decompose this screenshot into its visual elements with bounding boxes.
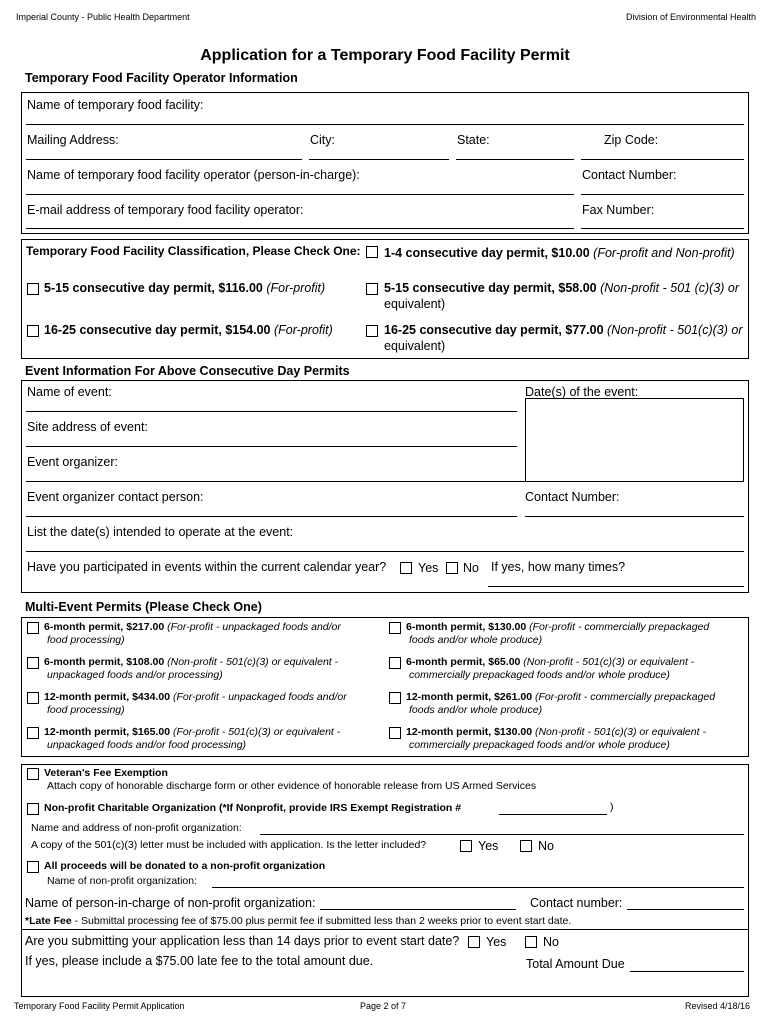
footer-form-name: Temporary Food Facility Permit Application [14, 1001, 185, 1011]
late-fee-note [25, 915, 571, 927]
option-6mo-130 [406, 621, 709, 633]
nonprofit-label: Non-profit Charitable Organization (*If Nonprofit, provide IRS Exempt Registration # [44, 802, 462, 814]
total-due-field[interactable] [630, 971, 744, 972]
option-6mo-65-label: 6-month permit, $65.00 [406, 656, 521, 668]
site-address-label: Site address of event: [27, 420, 148, 434]
facility-name-field[interactable] [26, 124, 744, 125]
checkbox-16-25-nonprofit[interactable] [366, 325, 378, 337]
mailing-address-label: Mailing Address: [27, 133, 119, 147]
event-contact-number-label: Contact Number: [525, 490, 620, 504]
option-6mo-217 [44, 621, 341, 633]
late-include-note: If yes, please include a $75.00 late fee to the total amount due. [25, 954, 374, 968]
option-16-25-forprofit [44, 323, 333, 337]
donated-label: All proceeds will be donated to a non-profit organization [44, 860, 326, 872]
person-in-charge-label: Name of person-in-charge of non-profit organization: [25, 896, 316, 910]
option-5-15-forprofit-label: 5-15 consecutive day permit, $116.00 [44, 281, 263, 295]
fax-label: Fax Number: [582, 203, 655, 217]
mailing-address-field[interactable] [26, 159, 302, 160]
late-question: Are you submitting your application less than 14 days prior to event start date? [25, 934, 460, 948]
option-6mo-217-label: 6-month permit, $217.00 [44, 621, 165, 633]
footer-revised: Revised 4/18/16 [684, 1001, 750, 1011]
facility-name-label: Name of temporary food facility: [27, 98, 204, 112]
checkbox-12mo-130[interactable] [389, 727, 401, 739]
checkbox-16-25-forprofit[interactable] [27, 325, 39, 337]
np-name-address-field[interactable] [260, 834, 744, 835]
option-5-15-nonprofit [384, 281, 739, 295]
late-fee-text: - Submittal processing fee of $75.00 plus permit fee if submitted less than 2 weeks prior to event start date. [71, 915, 572, 927]
letter-question: A copy of the 501(c)(3) letter must be included with application. Is the letter included? [31, 839, 427, 851]
option-6mo-65-cont: commercially prepackaged foods and/or whole produce) [409, 669, 670, 681]
classification-heading: Temporary Food Facility Classification, Please Check One: [26, 244, 361, 258]
checkbox-5-15-nonprofit[interactable] [366, 283, 378, 295]
participated-no-label: No [463, 561, 479, 575]
option-1-4-day-note: (For-profit and Non-profit) [593, 246, 735, 260]
option-12mo-165-note: (For-profit - 501(c)(3) or equivalent - [172, 726, 341, 738]
how-many-field[interactable] [488, 586, 744, 587]
participated-no-checkbox[interactable] [446, 562, 458, 574]
fax-field[interactable] [581, 228, 744, 229]
organizer-field[interactable] [26, 481, 744, 482]
event-section-heading: Event Information For Above Consecutive Day Permits [25, 364, 350, 378]
organizer-contact-label: Event organizer contact person: [27, 490, 204, 504]
letter-yes-label: Yes [478, 839, 499, 853]
option-5-15-forprofit-note: (For-profit) [266, 281, 326, 295]
option-16-25-nonprofit [384, 323, 743, 337]
letter-no-checkbox[interactable] [520, 840, 532, 852]
operator-name-label: Name of temporary food facility operator (person-in-charge): [27, 168, 360, 182]
option-12mo-130-label: 12-month permit, $130.00 [406, 726, 533, 738]
option-16-25-nonprofit-cont: equivalent) [384, 339, 446, 353]
letter-yes-checkbox[interactable] [460, 840, 472, 852]
checkbox-12mo-434[interactable] [27, 692, 39, 704]
option-6mo-65-note: (Non-profit - 501(c)(3) or equivalent - [523, 656, 695, 668]
checkbox-12mo-165[interactable] [27, 727, 39, 739]
option-12mo-261-label: 12-month permit, $261.00 [406, 691, 533, 703]
option-5-15-nonprofit-note: (Non-profit - 501 (c)(3) or [600, 281, 740, 295]
option-12mo-130-cont: commercially prepackaged foods and/or whole produce) [409, 739, 670, 751]
zip-label: Zip Code: [604, 133, 659, 147]
option-6mo-108-note: (Non-profit - 501(c)(3) or equivalent - [167, 656, 339, 668]
participated-yes-checkbox[interactable] [400, 562, 412, 574]
veteran-note: Attach copy of honorable discharge form or other evidence of honorable release from US Armed Services [47, 780, 537, 792]
zip-field[interactable] [581, 159, 744, 160]
np-contact-label: Contact number: [530, 896, 623, 910]
option-12mo-165-cont: unpackaged foods and/or food processing) [47, 739, 247, 751]
np-name-field[interactable] [212, 887, 744, 888]
option-12mo-130 [406, 726, 706, 738]
option-6mo-130-cont: foods and/or whole produce) [409, 634, 543, 646]
option-6mo-217-cont: food processing) [47, 634, 125, 646]
veteran-label: Veteran's Fee Exemption [44, 767, 168, 779]
option-5-15-forprofit [44, 281, 325, 295]
option-1-4-day [384, 246, 735, 260]
nonprofit-close-paren: ) [610, 801, 614, 813]
option-12mo-434-note: (For-profit - unpackaged foods and/or [172, 691, 347, 703]
total-due-label: Total Amount Due [526, 957, 625, 971]
irs-registration-field[interactable] [499, 814, 607, 815]
event-name-label: Name of event: [27, 385, 112, 399]
checkbox-6mo-130[interactable] [389, 622, 401, 634]
option-12mo-434 [44, 691, 347, 703]
site-address-field[interactable] [26, 446, 517, 447]
multi-event-heading: Multi-Event Permits (Please Check One) [25, 600, 262, 614]
option-12mo-130-note: (Non-profit - 501(c)(3) or equivalent - [534, 726, 706, 738]
header-division: Division of Environmental Health [625, 12, 756, 22]
operator-contact-label: Contact Number: [582, 168, 677, 182]
checkbox-12mo-261[interactable] [389, 692, 401, 704]
event-dates-field[interactable] [525, 398, 744, 482]
option-6mo-130-label: 6-month permit, $130.00 [406, 621, 527, 633]
checkbox-6mo-108[interactable] [27, 657, 39, 669]
participated-question: Have you participated in events within the current calendar year? [27, 560, 387, 574]
np-contact-field[interactable] [627, 909, 744, 910]
footer-page-number: Page 2 of 7 [360, 1001, 407, 1011]
option-5-15-nonprofit-label: 5-15 consecutive day permit, $58.00 [384, 281, 597, 295]
option-12mo-261 [406, 691, 715, 703]
late-no-label: No [543, 935, 559, 949]
option-12mo-165 [44, 726, 340, 738]
checkbox-1-4-day[interactable] [366, 246, 378, 258]
checkbox-6mo-65[interactable] [389, 657, 401, 669]
option-12mo-434-label: 12-month permit, $434.00 [44, 691, 171, 703]
person-in-charge-field[interactable] [320, 909, 516, 910]
operator-contact-field[interactable] [581, 194, 744, 195]
nonprofit-checkbox[interactable] [27, 803, 39, 815]
np-name-address-label: Name and address of non-profit organization: [31, 822, 242, 834]
organizer-contact-field[interactable] [26, 516, 517, 517]
option-6mo-130-note: (For-profit - commercially prepackaged [529, 621, 710, 633]
late-yes-checkbox[interactable] [468, 936, 480, 948]
how-many-label: If yes, how many times? [491, 560, 626, 574]
late-fee-label: *Late Fee [25, 915, 72, 927]
option-16-25-forprofit-note: (For-profit) [274, 323, 333, 337]
veteran-checkbox[interactable] [27, 768, 39, 780]
event-contact-number-field[interactable] [525, 516, 744, 517]
option-16-25-forprofit-label: 16-25 consecutive day permit, $154.00 [44, 323, 271, 337]
late-yes-label: Yes [486, 935, 507, 949]
event-dates-label: Date(s) of the event: [525, 385, 639, 399]
donated-checkbox[interactable] [27, 861, 39, 873]
state-label: State: [457, 133, 490, 147]
option-12mo-261-cont: foods and/or whole produce) [409, 704, 543, 716]
operator-section-heading: Temporary Food Facility Operator Information [25, 71, 298, 85]
letter-no-label: No [538, 839, 554, 853]
late-no-checkbox[interactable] [525, 936, 537, 948]
city-field[interactable] [309, 159, 449, 160]
option-12mo-261-note: (For-profit - commercially prepackaged [534, 691, 716, 703]
page-title: Application for a Temporary Food Facility Permit [200, 47, 570, 64]
email-label: E-mail address of temporary food facility operator: [27, 203, 304, 217]
option-6mo-65 [406, 656, 694, 668]
state-field[interactable] [456, 159, 574, 160]
city-label: City: [310, 133, 335, 147]
option-16-25-nonprofit-label: 16-25 consecutive day permit, $77.00 [384, 323, 604, 337]
np-name-label: Name of non-profit organization: [47, 875, 197, 887]
option-6mo-217-note: (For-profit - unpackaged foods and/or [167, 621, 341, 633]
email-field[interactable] [26, 228, 574, 229]
option-6mo-108-label: 6-month permit, $108.00 [44, 656, 165, 668]
option-16-25-nonprofit-note: (Non-profit - 501(c)(3) or [607, 323, 743, 337]
checkbox-5-15-forprofit[interactable] [27, 283, 39, 295]
organizer-label: Event organizer: [27, 455, 119, 469]
option-5-15-nonprofit-cont: equivalent) [384, 297, 446, 311]
operator-name-field[interactable] [26, 194, 574, 195]
option-12mo-434-cont: food processing) [47, 704, 125, 716]
event-name-field[interactable] [26, 411, 517, 412]
option-1-4-day-label: 1-4 consecutive day permit, $10.00 [384, 246, 590, 260]
participated-yes-label: Yes [418, 561, 439, 575]
late-fee-divider [22, 929, 748, 930]
option-12mo-165-label: 12-month permit, $165.00 [44, 726, 171, 738]
operate-dates-field[interactable] [26, 551, 744, 552]
checkbox-6mo-217[interactable] [27, 622, 39, 634]
option-6mo-108 [44, 656, 338, 668]
option-6mo-108-cont: unpackaged foods and/or processing) [47, 669, 223, 681]
header-department: Imperial County - Public Health Department [16, 12, 190, 22]
operate-dates-label: List the date(s) intended to operate at the event: [27, 525, 294, 539]
